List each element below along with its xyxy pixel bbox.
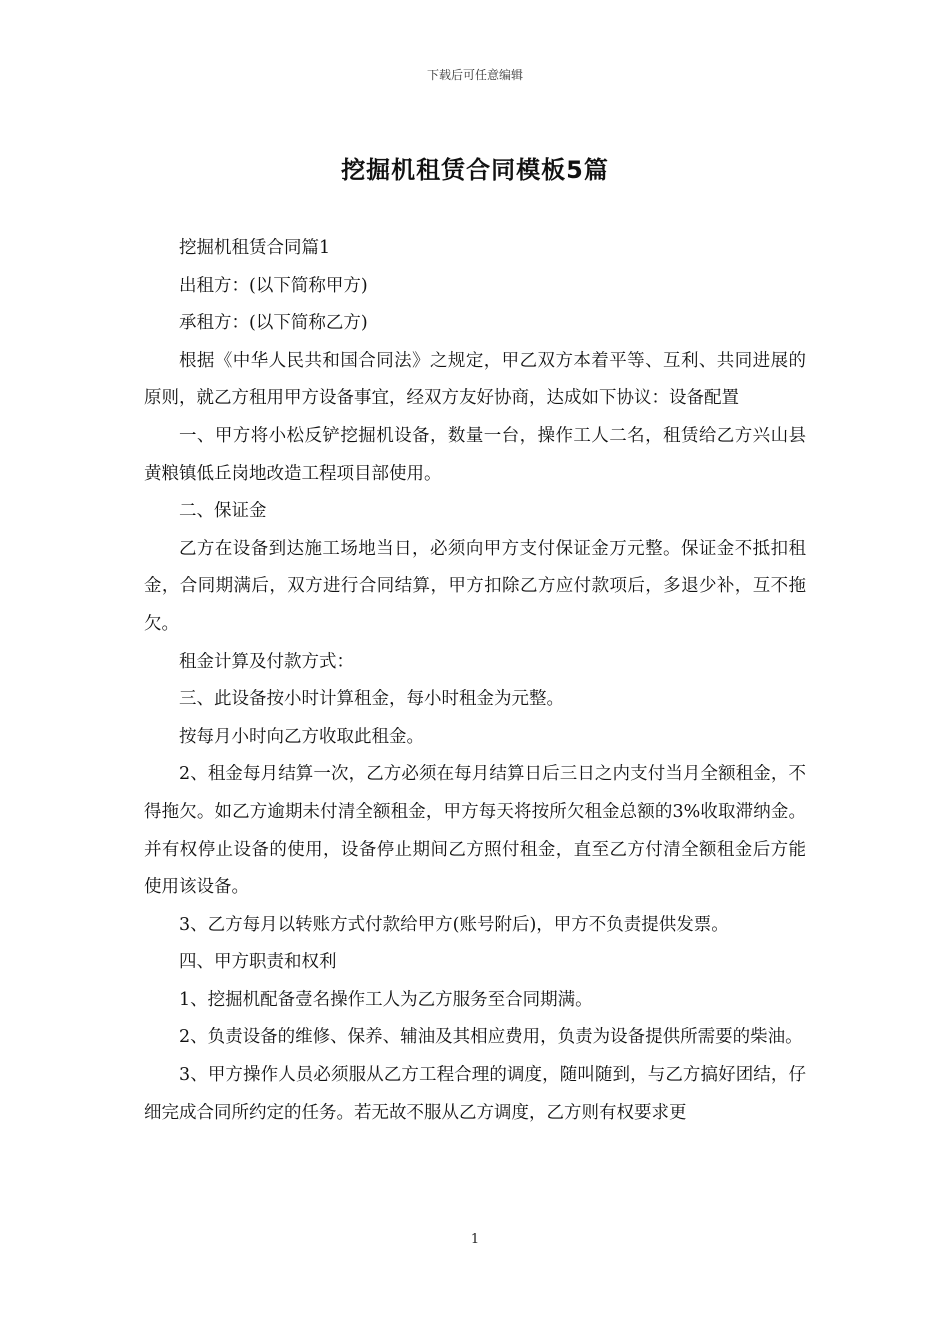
document-title: 挖掘机租赁合同模板5篇	[341, 156, 609, 184]
document-body	[144, 230, 806, 1132]
paragraph-lessee: 承租方：(以下简称乙方)	[179, 313, 368, 334]
paragraph-rent-heading: 租金计算及付款方式：	[179, 651, 354, 672]
paragraph-duty-1: 1、挖掘机配备壹名操作工人为乙方服务至合同期满。	[179, 989, 593, 1010]
paragraph-lessor: 出租方：(以下简称甲方)	[179, 275, 368, 296]
page-number: 1	[470, 1232, 480, 1247]
paragraph-preamble: 根据《中华人民共和国合同法》之规定，甲乙双方本着平等、互利、共同进展的原则，就乙方租用甲方设备事宜，经双方友好协商，达成如下协议：设备配置	[144, 350, 806, 409]
paragraph-clause-1: 一、甲方将小松反铲挖掘机设备，数量一台，操作工人二名，租赁给乙方兴山县黄粮镇低丘岗地改造工程项目部使用。	[144, 425, 806, 484]
paragraph-duty-2: 2、负责设备的维修、保养、辅油及其相应费用，负责为设备提供所需要的柴油。	[179, 1027, 803, 1048]
paragraph-payment-method: 3、乙方每月以转账方式付款给甲方(账号附后)，甲方不负责提供发票。	[179, 914, 729, 935]
paragraph-rent-settlement: 2、租金每月结算一次，乙方必须在每月结算日后三日之内支付当月全额租金，不得拖欠。如乙方逾期未付清全额租金，甲方每天将按所欠租金总额的3%收取滞纳金。并有权停止设备的使用，设备停止期间乙方照付租金，直至乙方付清全额租金后方能使用该设备。	[144, 764, 806, 898]
paragraph-deposit: 乙方在设备到达施工场地当日，必须向甲方支付保证金万元整。保证金不抵扣租金，合同期满后，双方进行合同结算，甲方扣除乙方应付款项后，多退少补，互不拖欠。	[144, 538, 806, 634]
paragraph-clause-3: 三、此设备按小时计算租金，每小时租金为元整。	[179, 689, 564, 710]
paragraph-deposit-heading: 二、保证金	[179, 501, 267, 522]
paragraph-lessor-duties-heading: 四、甲方职责和权利	[179, 952, 337, 973]
paragraph-duty-3: 3、甲方操作人员必须服从乙方工程合理的调度，随叫随到，与乙方搞好团结，仔细完成合同所约定的任务。若无故不服从乙方调度，乙方则有权要求更	[144, 1065, 806, 1123]
header-note: 下载后可任意编辑	[426, 68, 523, 82]
paragraph-section-heading: 挖掘机租赁合同篇1	[179, 238, 331, 258]
paragraph-monthly-hours: 按每月小时向乙方收取此租金。	[179, 726, 424, 747]
